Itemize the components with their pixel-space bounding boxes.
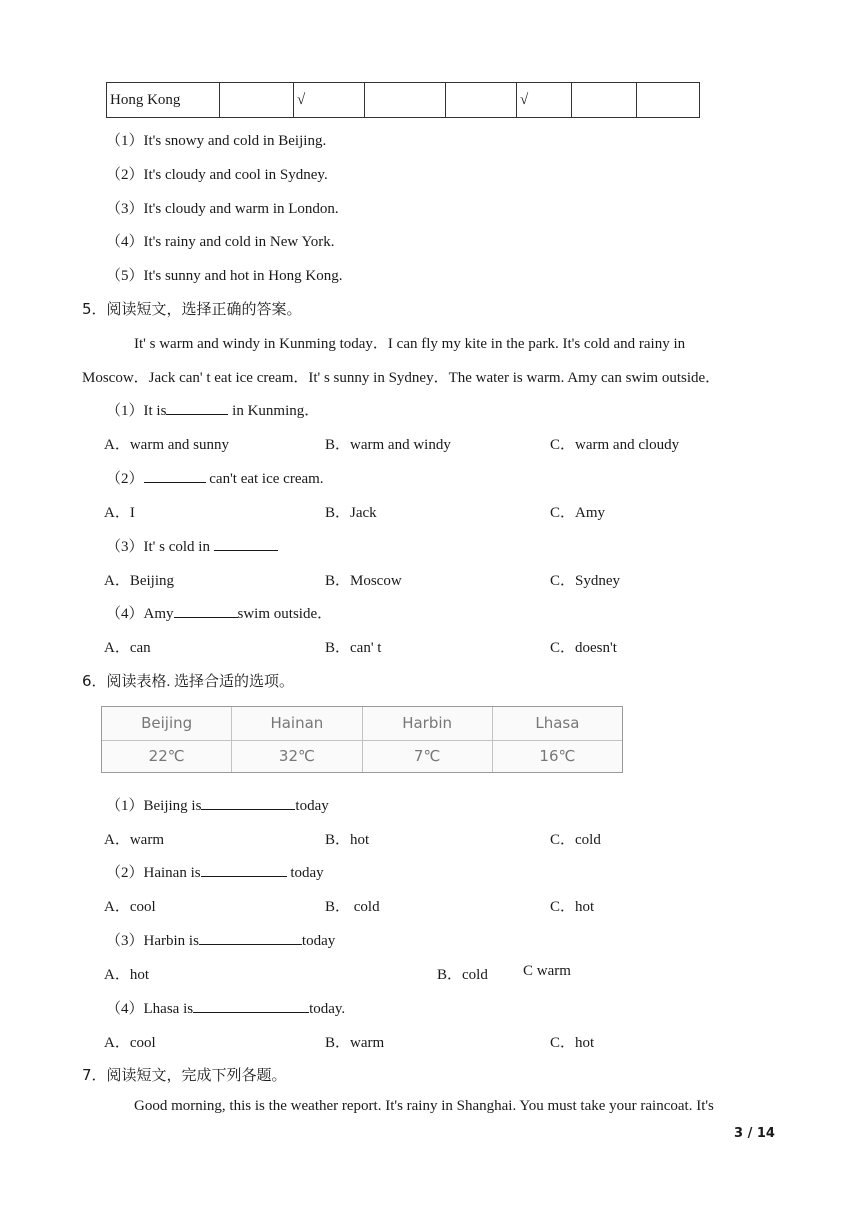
sub-question: （1）It is in Kunming．	[106, 399, 319, 420]
page-number: 3 / 14	[734, 1126, 775, 1141]
answer-line-1: （1）It's snowy and cold in Beijing.	[106, 133, 327, 149]
table-cell: √	[517, 83, 572, 118]
option-b: B． cold	[325, 899, 380, 915]
answer-blank	[201, 862, 287, 877]
option-b: B．Moscow	[325, 573, 402, 589]
table-cell-city: Beijing	[102, 707, 232, 740]
answer-blank	[166, 400, 228, 415]
option-b: B．cold	[437, 967, 488, 983]
option-b: B．Jack	[325, 505, 377, 521]
answer-line-2: （2）It's cloudy and cool in Sydney.	[106, 167, 328, 183]
temperature-table-image	[101, 706, 623, 773]
option-a: A．can	[104, 640, 151, 656]
option-c: C．doesn't	[550, 640, 617, 656]
answer-blank	[199, 930, 302, 945]
answer-blank	[174, 603, 238, 618]
table-cell-city: Lhasa	[535, 714, 580, 732]
answer-line-3: （3）It's cloudy and warm in London.	[106, 201, 339, 217]
table-cell-temp: 22℃	[102, 741, 232, 772]
weather-table	[106, 82, 700, 118]
question-6-heading	[82, 670, 294, 691]
question-instruction: 阅读表格. 选择合适的选项。	[106, 674, 295, 690]
option-c: C．hot	[550, 899, 595, 915]
question-number: 6．	[82, 672, 107, 690]
option-c: C warm	[523, 963, 571, 979]
option-c: C．hot	[550, 1035, 595, 1051]
sub-question: （2）Hainan is today	[106, 861, 324, 882]
table-cell	[572, 83, 637, 118]
option-c: C．Amy	[550, 505, 606, 521]
passage-line: Good morning, this is the weather report. It's rainy in Shanghai. You must take your raincoat. It's	[134, 1098, 714, 1114]
table-cell	[637, 83, 700, 118]
question-number: 7．	[82, 1066, 107, 1084]
option-c: C．cold	[550, 832, 601, 848]
sub-question: （1）Beijing is today	[106, 794, 329, 815]
question-number: 5．	[82, 300, 107, 318]
question-7-heading	[82, 1064, 287, 1085]
option-a: A．warm and sunny	[104, 437, 229, 453]
sub-question: （4）Lhasa is today.	[106, 997, 345, 1018]
option-a: A．cool	[104, 899, 156, 915]
option-a: A．hot	[104, 967, 150, 983]
table-cell-city: Hong Kong	[107, 83, 220, 118]
answer-blank	[214, 536, 278, 551]
sub-question: （4）Amy swim outside．	[106, 602, 332, 623]
table-cell	[220, 83, 294, 118]
sub-question: （3）Harbin is today	[106, 929, 335, 950]
table-row	[107, 83, 700, 118]
answer-blank	[201, 795, 295, 810]
answer-line-4: （4）It's rainy and cold in New York.	[106, 234, 335, 250]
table-cell-city: Harbin	[363, 707, 493, 740]
answer-line-5: （5）It's sunny and hot in Hong Kong.	[106, 268, 343, 284]
option-b: B．warm and windy	[325, 437, 451, 453]
option-b: B．can' t	[325, 640, 382, 656]
question-instruction: 阅读短文，选择正确的答案。	[106, 302, 302, 318]
option-a: A．warm	[104, 832, 164, 848]
table-cell	[365, 83, 446, 118]
table-cell: √	[294, 83, 365, 118]
sub-question: （2） can't eat ice cream.	[106, 467, 324, 488]
table-cell	[446, 83, 517, 118]
sub-question: （3）It' s cold in	[106, 535, 278, 556]
option-b: B．hot	[325, 832, 370, 848]
table-row-cities	[102, 707, 622, 741]
answer-blank	[193, 998, 309, 1013]
table-cell-temp: 32℃	[232, 741, 362, 772]
option-c: C．warm and cloudy	[550, 437, 680, 453]
question-instruction: 阅读短文，完成下列各题。	[106, 1068, 287, 1084]
table-cell-city: Hainan	[232, 707, 362, 740]
table-row-temps	[102, 741, 622, 772]
passage-line: It' s warm and windy in Kunming today．I can fly my kite in the park. It's cold and rainy in	[134, 336, 686, 352]
table-cell-temp: 7℃	[363, 741, 493, 772]
question-5-heading	[82, 298, 302, 319]
option-a: A．Beijing	[104, 573, 174, 589]
option-c: C．Sydney	[550, 573, 621, 589]
option-a: A．cool	[104, 1035, 156, 1051]
option-a: A．I	[104, 505, 135, 521]
answer-blank	[144, 468, 206, 483]
table-cell-temp: 16℃	[539, 747, 576, 765]
passage-line: Moscow．Jack can' t eat ice cream．It' s sunny in Sydney．The water is warm. Amy can swim outside．	[82, 370, 721, 386]
option-b: B．warm	[325, 1035, 385, 1051]
